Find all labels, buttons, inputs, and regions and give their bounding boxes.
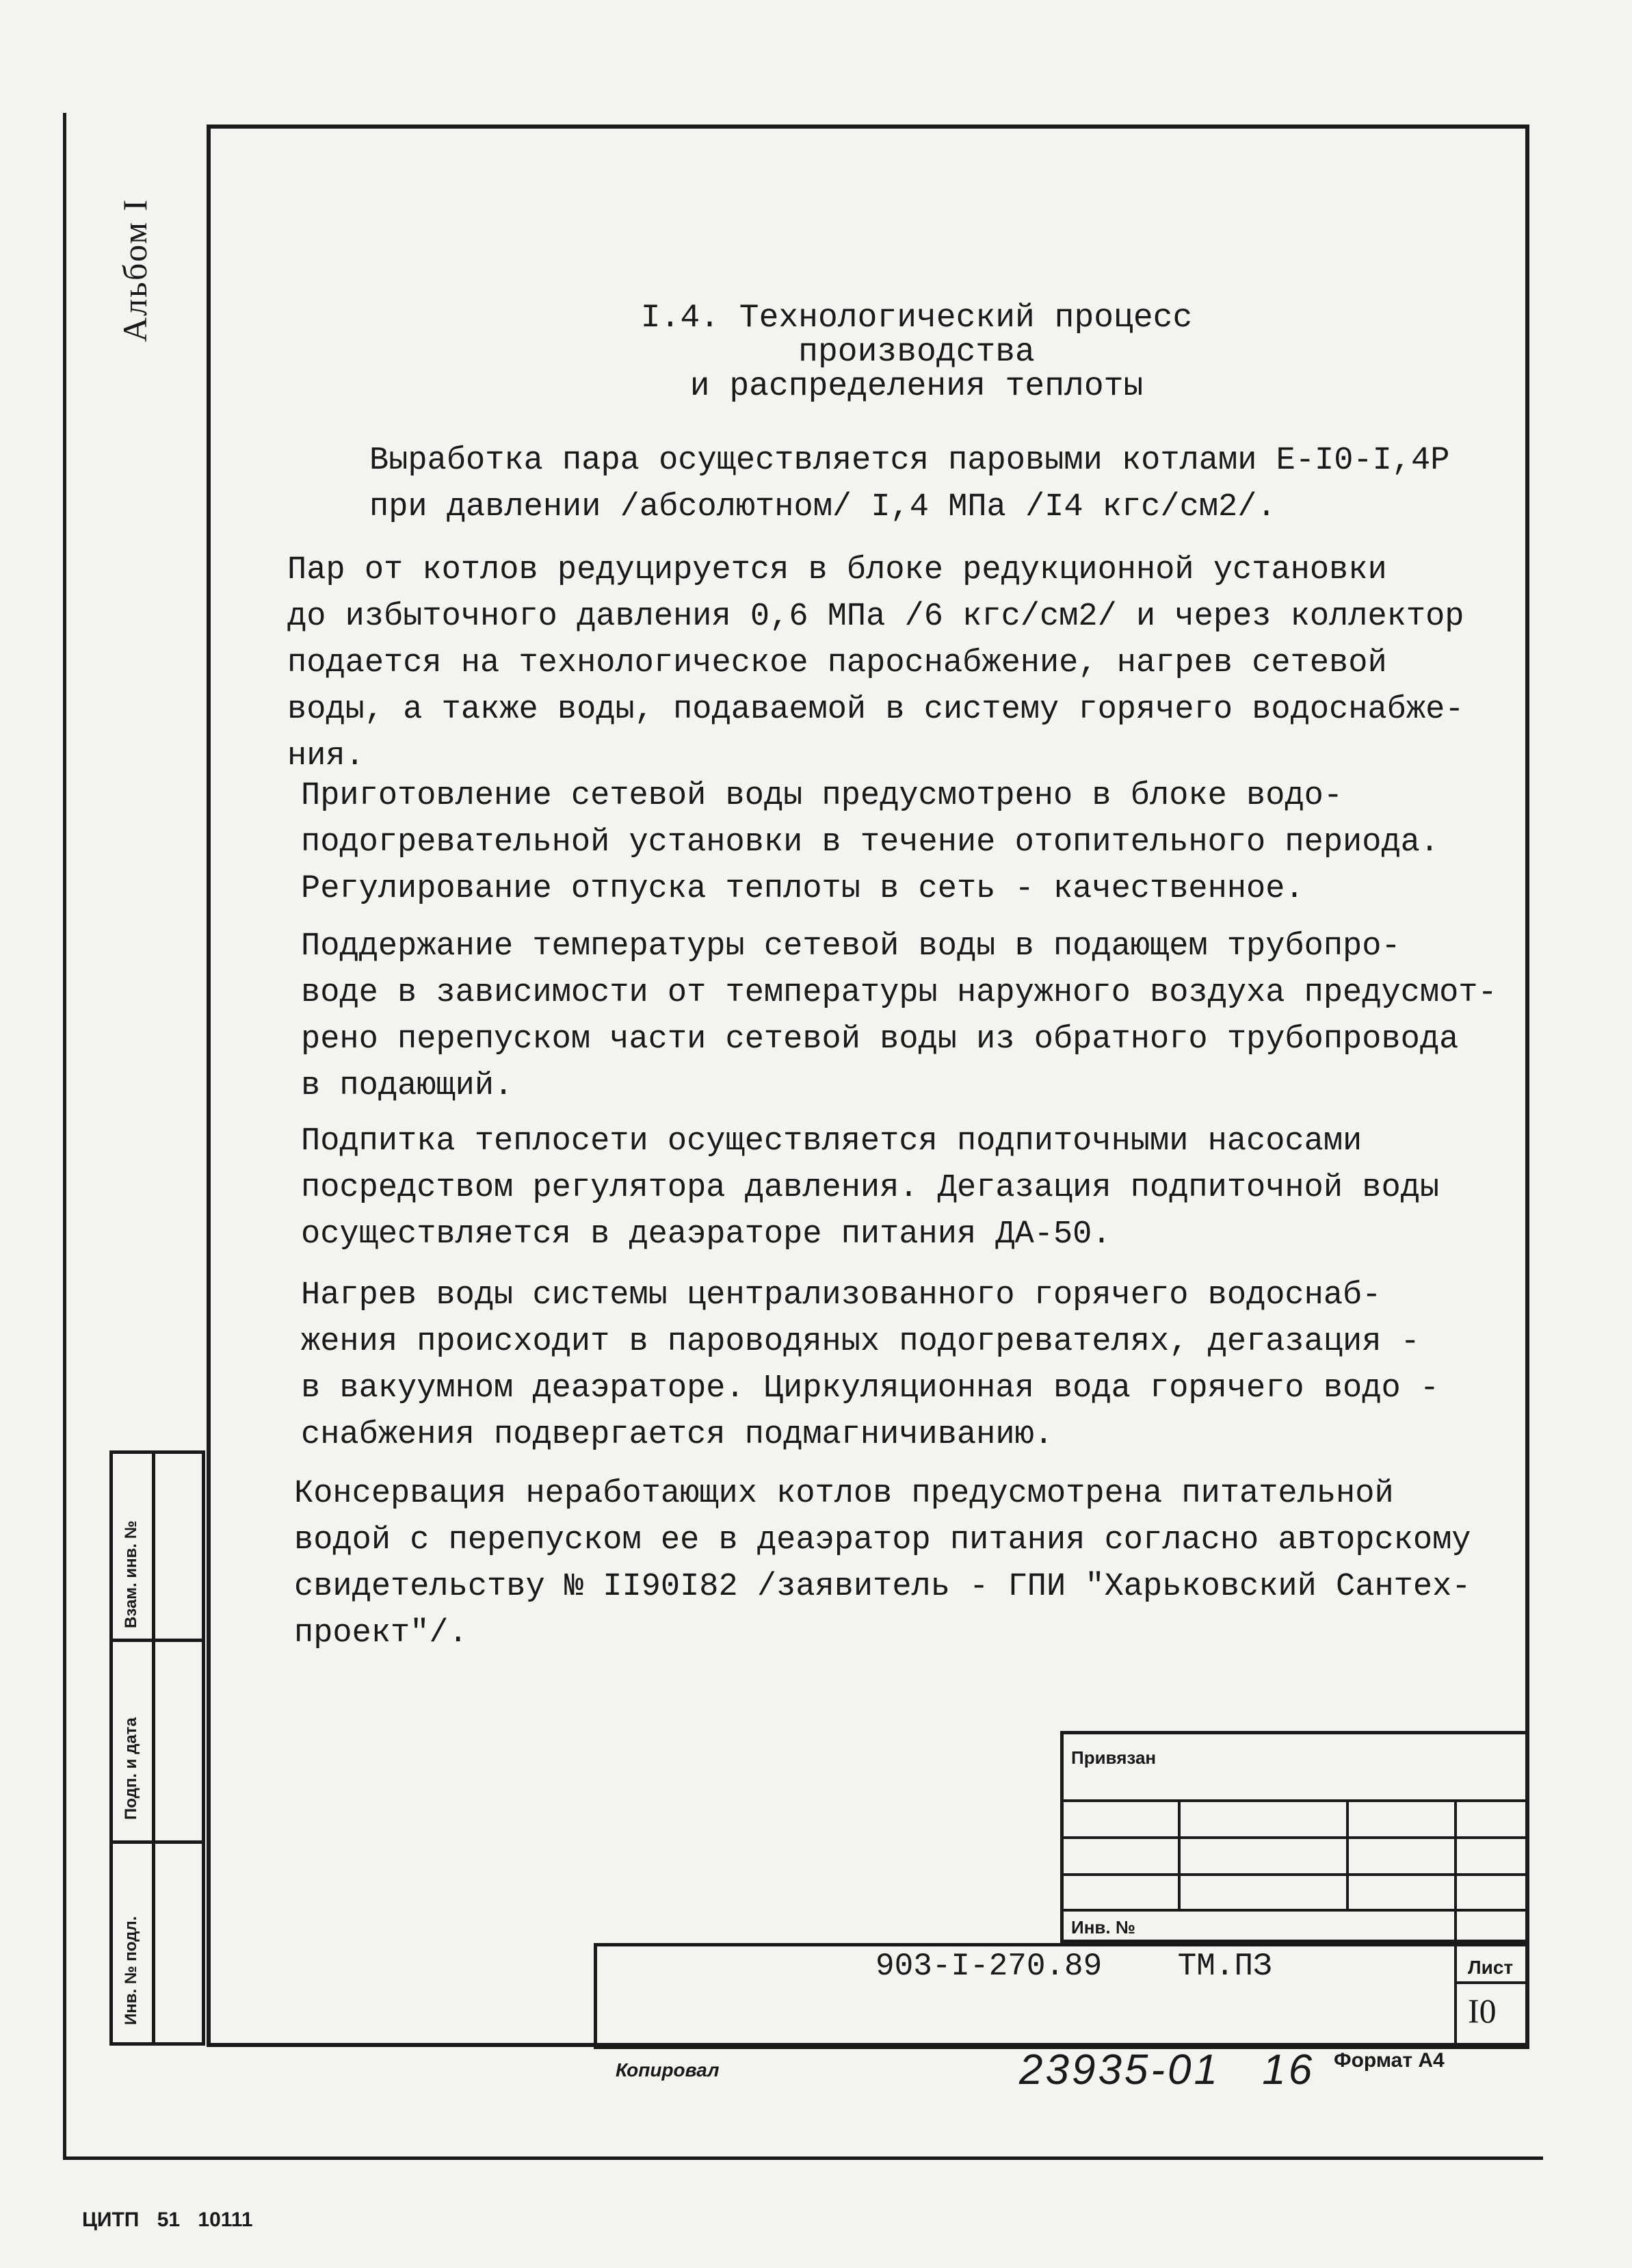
document-code: 903-I-270.89 ТМ.ПЗ: [876, 1948, 1272, 1984]
sheet-count: 16: [1262, 2046, 1315, 2094]
side-stamp-signature-date: Подп. и дата: [122, 1717, 140, 1820]
applied-table-row-line-1: [1060, 1799, 1529, 1802]
applied-table-row-line-3: [1060, 1873, 1529, 1876]
applied-label: Привязан: [1071, 1747, 1157, 1768]
applied-table-col-line-3: [1454, 1799, 1457, 1943]
section-title-line1: I.4. Технологический процесс производства: [640, 300, 1193, 371]
page-margin-left: [63, 113, 66, 2159]
side-stamp-divider-2: [109, 1840, 205, 1844]
footer-code: ЦИТП 51 10111: [82, 2208, 253, 2231]
side-stamp-divider-vertical: [152, 1450, 155, 2046]
sheet-cell-divider: [1454, 1981, 1529, 1984]
copied-label: Копировал: [616, 2059, 720, 2081]
paragraph-2: [287, 547, 1477, 780]
side-stamp-inv-original: Инв. № подл.: [122, 1916, 140, 2025]
format-label: Формат А4: [1334, 2049, 1445, 2072]
section-title-line2: и распределения теплоты: [689, 368, 1144, 405]
section-title: [513, 301, 1320, 404]
paragraph-7: Консервация неработающих котлов предусмотрена питательной водой с перепуском ее в деаэратор питания согласно авторскому свидетельству № II90I82 /заявитель - ГПИ "Харьковский Сантех- проект"/.: [294, 1476, 1471, 1652]
paragraph-1: Выработка пара осуществляется паровыми котлами Е-I0-I,4Р при давлении /абсолютном/ I,4 МПа /I4 кгс/см2/.: [369, 443, 1450, 525]
paragraph-6: Нагрев воды системы централизованного горячего водоснаб- жения происходит в пароводяных подогревателях, дегазация - в вакуумном деаэраторе. Циркуляционная вода горячего водо - снабжения подвергается подмагничиванию.: [301, 1277, 1440, 1453]
paragraph-5: Подпитка теплосети осуществляется подпиточными насосами посредством регулятора давления. Дегазация подпиточной воды осуществляется в деаэраторе питания ДА-50.: [301, 1123, 1440, 1253]
page-margin-bottom: [63, 2156, 1543, 2160]
paragraph-3: Приготовление сетевой воды предусмотрено в блоке водо- подогревательной установки в течение отопительного периода. Регулирование отпуска теплоты в сеть - качественное.: [301, 778, 1440, 907]
side-stamp-replaced-inv: Взам. инв. №: [122, 1520, 140, 1628]
order-number: [1019, 2046, 1315, 2094]
side-stamp-divider-1: [109, 1639, 205, 1642]
paragraph-2-text: Пар от котлов редуцируется в блоке редукционной установки до избыточного давления 0,6 МПа /6 кгс/см2/ и через коллектор подается на технологическое пароснабжение, нагрев сетевой воды, а также воды, подаваемой в систему горячего водоснабже- ния.: [287, 552, 1464, 774]
sheet-number: I0: [1468, 1992, 1497, 2030]
applied-table-col-line-2: [1346, 1799, 1349, 1909]
paragraph-4: Поддержание температуры сетевой воды в подающем трубопро- воде в зависимости от температуры наружного воздуха предусмот- рено перепуском части сетевой воды из обратного трубопровода в подающий.: [301, 928, 1497, 1104]
album-label: Альбом I: [116, 198, 154, 342]
applied-table-row-line-4: [1060, 1909, 1529, 1912]
inv-no-label: Инв. №: [1071, 1917, 1135, 1938]
applied-table-col-line-1: [1178, 1799, 1181, 1909]
sheet-label: Лист: [1468, 1957, 1514, 1978]
applied-table-row-line-2: [1060, 1836, 1529, 1839]
order-number-value: 23935-01: [1019, 2046, 1221, 2094]
code-block-sheet-divider: [1454, 1943, 1457, 2049]
